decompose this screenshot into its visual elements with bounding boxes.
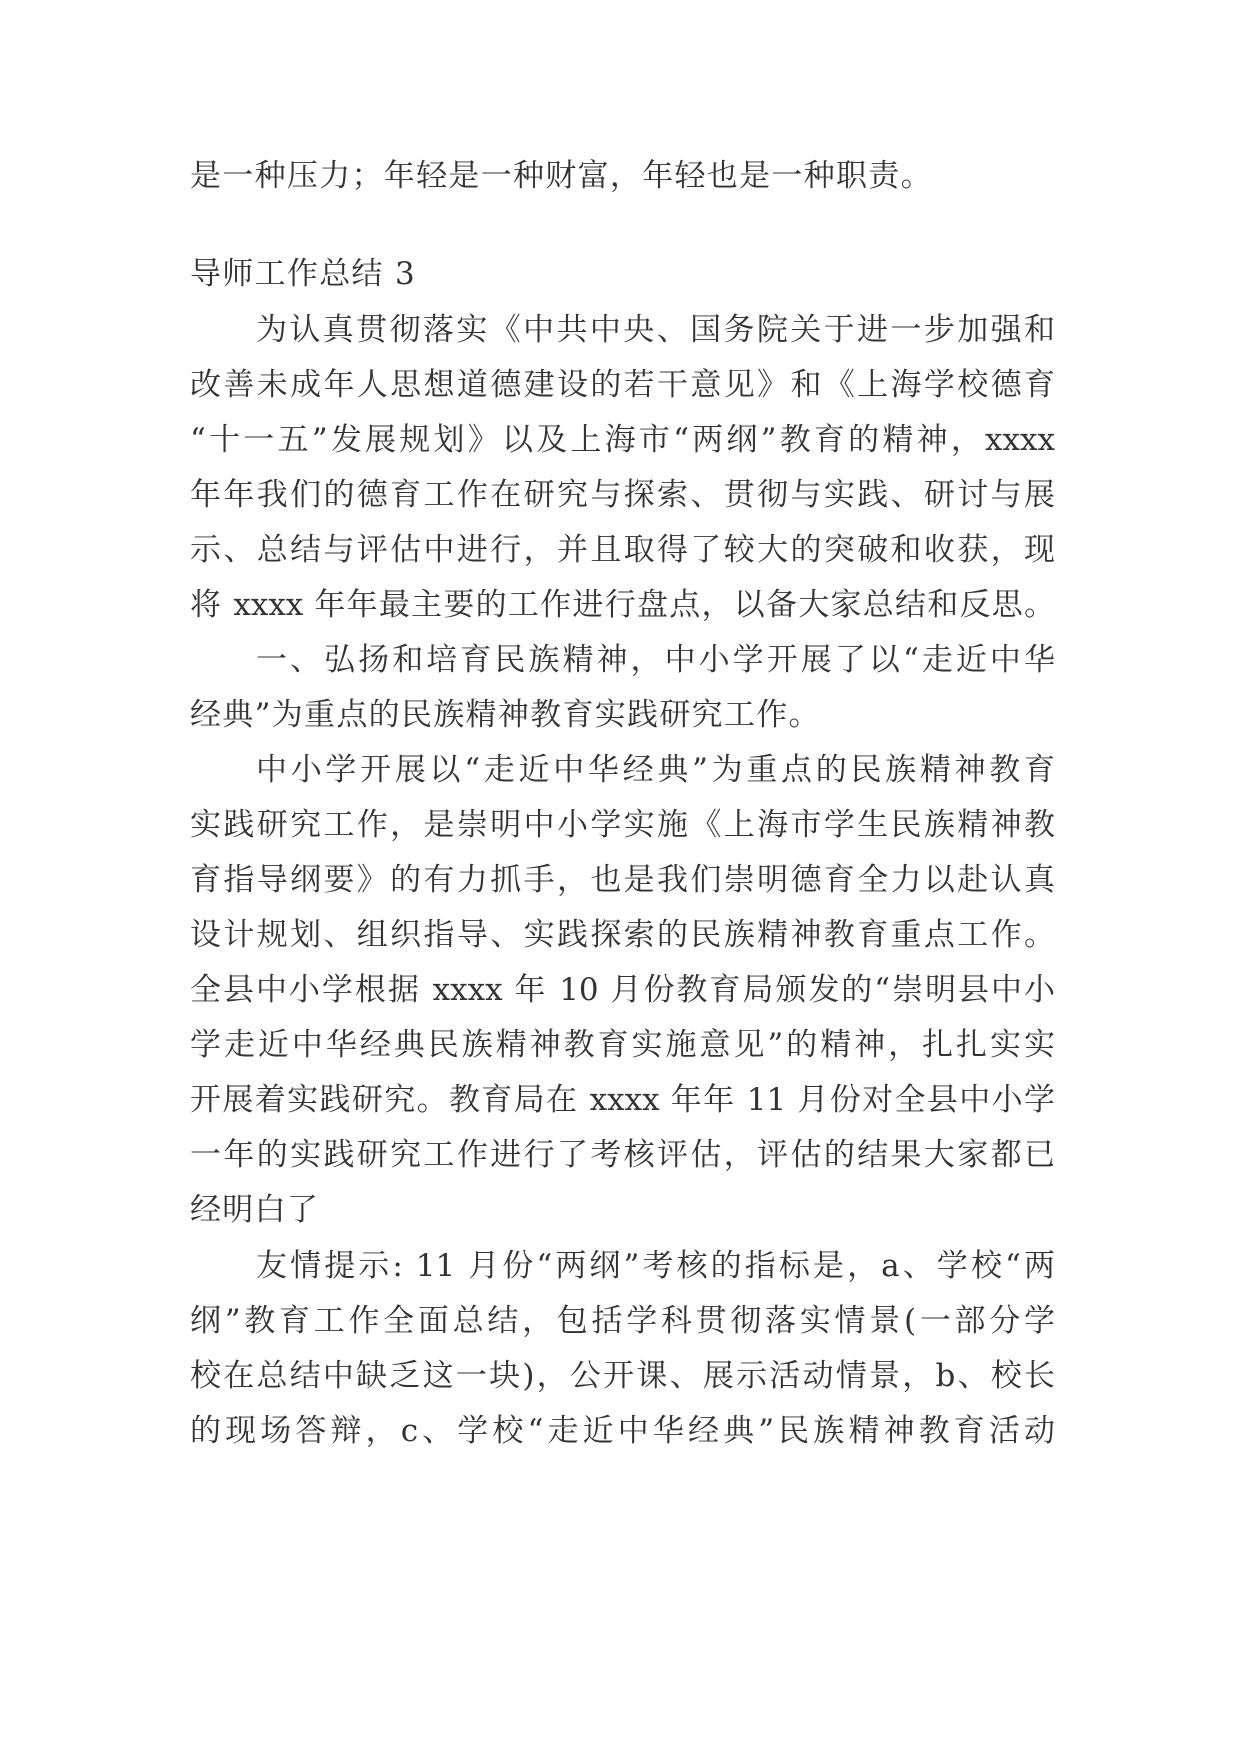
paragraph-line: 示、总结与评估中进行，并且取得了较大的突破和收获，现: [190, 532, 1055, 568]
section-heading: 导师工作总结 3: [190, 256, 416, 292]
paragraph-line: 全县中小学根据 xxxx 年 10 月份教育局颁发的“崇明县中小: [190, 972, 1055, 1008]
paragraph-line: 实践研究工作，是崇明中小学实施《上海市学生民族精神教: [190, 807, 1055, 843]
paragraph-line: 经典”为重点的民族精神教育实践研究工作。: [190, 697, 821, 733]
paragraph-line: 改善未成年人思想道德建设的若干意见》和《上海学校德育: [190, 367, 1055, 403]
paragraph-line: 育指导纲要》的有力抓手，也是我们崇明德育全力以赴认真: [190, 862, 1055, 898]
paragraph-line: “十一五”发展规划》以及上海市“两纲”教育的精神，xxxx: [190, 422, 1055, 458]
paragraph-line: 将 xxxx 年年最主要的工作进行盘点，以备大家总结和反思。: [190, 587, 1055, 623]
paragraph-line: 为认真贯彻落实《中共中央、国务院关于进一步加强和: [256, 312, 1055, 348]
paragraph-line: 开展着实践研究。教育局在 xxxx 年年 11 月份对全县中小学: [190, 1082, 1055, 1118]
paragraph-line: 经明白了: [190, 1192, 320, 1228]
paragraph-line: 是一种压力；年轻是一种财富，年轻也是一种职责。: [190, 158, 933, 194]
paragraph-line: 一年的实践研究工作进行了考核评估，评估的结果大家都已: [190, 1137, 1055, 1173]
paragraph-line: 校在总结中缺乏这一块)，公开课、展示活动情景，b、校长: [190, 1358, 1055, 1394]
paragraph-line: 友情提示: 11 月份“两纲”考核的指标是，a、学校“两: [256, 1248, 1055, 1284]
paragraph-line: 的现场答辩，c、学校“走近中华经典”民族精神教育活动: [190, 1413, 1055, 1449]
paragraph-line: 纲”教育工作全面总结，包括学科贯彻落实情景(一部分学: [190, 1303, 1055, 1339]
paragraph-line: 学走近中华经典民族精神教育实施意见”的精神，扎扎实实: [190, 1027, 1055, 1063]
paragraph-line: 一、弘扬和培育民族精神，中小学开展了以“走近中华: [256, 642, 1055, 678]
paragraph-line: 年年我们的德育工作在研究与探索、贯彻与实践、研讨与展: [190, 477, 1055, 513]
paragraph-line: 设计规划、组织指导、实践探索的民族精神教育重点工作。: [190, 917, 1055, 953]
paragraph-line: 中小学开展以“走近中华经典”为重点的民族精神教育: [256, 752, 1055, 788]
